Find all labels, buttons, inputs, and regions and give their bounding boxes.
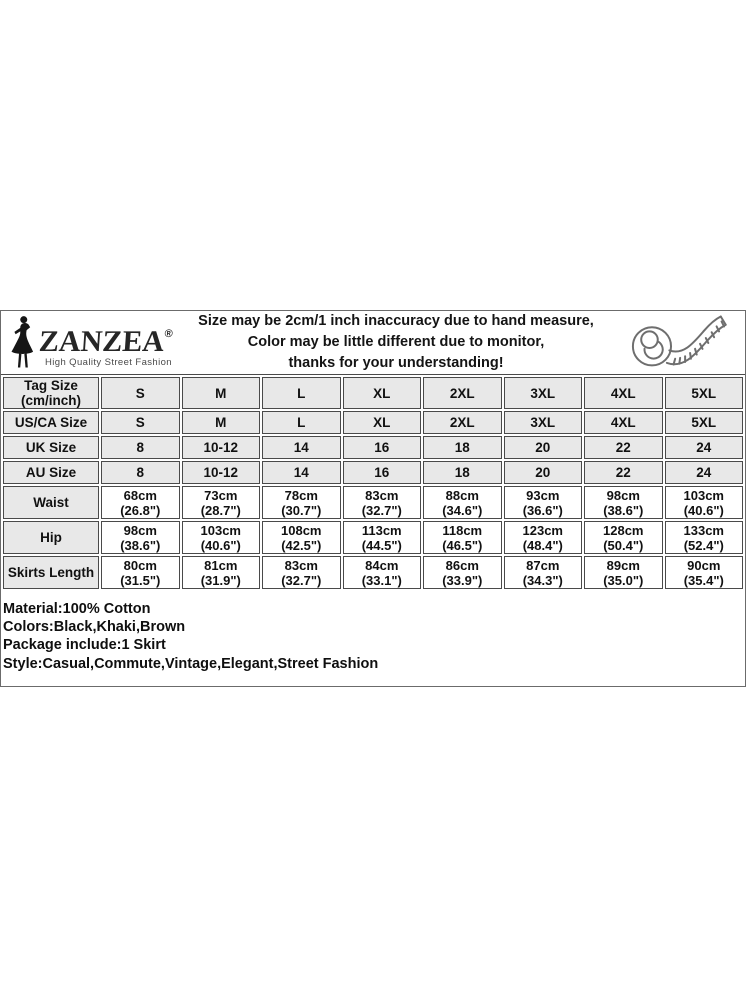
row-label: Hip [3, 521, 99, 554]
size-cell [665, 556, 744, 589]
size-cell-inch: (30.7") [281, 502, 322, 518]
size-cell [584, 556, 663, 589]
size-cell-inch: (31.9") [200, 572, 241, 588]
size-cell [504, 556, 583, 589]
size-cell-cm: 83cm [365, 487, 399, 503]
size-cell-cm: 118cm [442, 522, 483, 538]
size-cell-cm: 84cm [365, 557, 399, 573]
row-label-line: (cm/inch) [20, 393, 81, 408]
size-cell [262, 521, 341, 554]
size-cell: S [101, 411, 180, 434]
size-cell-inch: (48.4") [522, 537, 563, 553]
size-cell-inch: (34.3") [522, 572, 563, 588]
size-cell: 10-12 [182, 436, 261, 459]
size-cell: XL [343, 377, 422, 409]
size-cell-inch: (42.5") [281, 537, 322, 553]
size-cell: 2XL [423, 411, 502, 434]
size-cell: 24 [665, 461, 744, 484]
size-cell-inch: (36.6") [522, 502, 563, 518]
table-row [3, 556, 743, 589]
detail-package: Package include:1 Skirt [3, 637, 166, 654]
size-cell: 14 [262, 436, 341, 459]
size-cell: 22 [584, 461, 663, 484]
table-row [3, 461, 743, 484]
size-cell: 8 [101, 461, 180, 484]
size-chart-panel [0, 310, 746, 687]
size-cell [504, 486, 583, 519]
size-cell-inch: (28.7") [200, 502, 241, 518]
size-table [1, 375, 745, 591]
chart-header [1, 311, 745, 375]
size-cell [262, 486, 341, 519]
size-cell: 3XL [504, 377, 583, 409]
table-row [3, 521, 743, 554]
disclaimer-line: Size may be 2cm/1 inch inaccuracy due to hand measure, [198, 313, 594, 329]
size-cell-cm: 68cm [123, 487, 157, 503]
size-cell: 5XL [665, 377, 744, 409]
row-label: UK Size [3, 436, 99, 459]
table-row [3, 486, 743, 519]
size-cell-inch: (40.6") [683, 502, 724, 518]
size-cell-cm: 90cm [687, 557, 721, 573]
size-cell [182, 486, 261, 519]
size-cell-cm: 123cm [522, 522, 563, 538]
brand-name-text: ZANZEA [37, 325, 166, 358]
woman-silhouette-icon [7, 315, 37, 371]
size-cell-cm: 103cm [683, 487, 724, 503]
size-cell: 2XL [423, 377, 502, 409]
size-cell-cm: 81cm [204, 557, 238, 573]
size-cell [423, 556, 502, 589]
size-cell [343, 556, 422, 589]
size-cell-inch: (26.8") [120, 502, 161, 518]
brand-logo [7, 315, 179, 371]
size-cell-inch: (35.0") [603, 572, 644, 588]
size-cell-inch: (38.6") [120, 537, 161, 553]
tape-measure-icon [617, 314, 735, 372]
disclaimer-line: thanks for your understanding! [288, 355, 504, 371]
size-cell-cm: 113cm [361, 522, 402, 538]
size-cell-cm: 93cm [526, 487, 560, 503]
brand-text [39, 327, 172, 371]
size-cell: 3XL [504, 411, 583, 434]
size-cell-inch: (33.1") [361, 572, 402, 588]
brand-tagline: High Quality Street Fashion [45, 357, 172, 368]
size-cell-cm: 108cm [281, 522, 322, 538]
size-cell: 16 [343, 461, 422, 484]
size-cell: 8 [101, 436, 180, 459]
size-cell-cm: 128cm [603, 522, 644, 538]
size-cell: 18 [423, 461, 502, 484]
size-cell: 4XL [584, 411, 663, 434]
size-cell-inch: (40.6") [200, 537, 241, 553]
brand-name [38, 327, 173, 357]
size-cell [182, 556, 261, 589]
size-cell-inch: (46.5") [442, 537, 483, 553]
size-cell: 16 [343, 436, 422, 459]
size-cell [101, 486, 180, 519]
size-cell-inch: (52.4") [683, 537, 724, 553]
size-cell-inch: (32.7") [361, 502, 402, 518]
size-cell-cm: 80cm [123, 557, 157, 573]
size-cell [343, 486, 422, 519]
size-cell-cm: 78cm [284, 487, 318, 503]
size-cell: L [262, 377, 341, 409]
size-cell: 20 [504, 461, 583, 484]
size-cell: S [101, 377, 180, 409]
row-label-line: Tag Size [24, 378, 78, 393]
size-cell-cm: 103cm [200, 522, 241, 538]
size-cell-cm: 89cm [606, 557, 640, 573]
size-cell: M [182, 377, 261, 409]
product-details [1, 591, 745, 673]
row-label: Waist [3, 486, 99, 519]
size-cell: 14 [262, 461, 341, 484]
size-cell [584, 486, 663, 519]
size-cell: L [262, 411, 341, 434]
size-cell-cm: 98cm [123, 522, 157, 538]
size-cell: 22 [584, 436, 663, 459]
size-cell [101, 521, 180, 554]
size-cell: 5XL [665, 411, 744, 434]
size-cell [665, 486, 744, 519]
size-cell [665, 521, 744, 554]
measure-disclaimer [179, 311, 613, 374]
size-cell: 4XL [584, 377, 663, 409]
size-cell [262, 556, 341, 589]
detail-style: Style:Casual,Commute,Vintage,Elegant,Street Fashion [3, 655, 379, 672]
size-cell: 10-12 [182, 461, 261, 484]
size-cell: XL [343, 411, 422, 434]
size-cell-inch: (31.5") [120, 572, 161, 588]
size-cell [504, 521, 583, 554]
size-cell: 20 [504, 436, 583, 459]
size-cell-cm: 83cm [284, 557, 318, 573]
row-label: AU Size [3, 461, 99, 484]
registered-mark: ® [164, 328, 174, 340]
size-cell: 24 [665, 436, 744, 459]
size-cell-inch: (50.4") [603, 537, 644, 553]
size-cell: 18 [423, 436, 502, 459]
size-cell-cm: 88cm [445, 487, 479, 503]
row-label: US/CA Size [3, 411, 99, 434]
size-cell [182, 521, 261, 554]
size-cell-cm: 87cm [526, 557, 560, 573]
size-cell [423, 486, 502, 519]
table-row [3, 436, 743, 459]
size-cell-cm: 86cm [445, 557, 479, 573]
size-cell-cm: 133cm [683, 522, 724, 538]
size-cell-inch: (32.7") [281, 572, 322, 588]
size-cell-cm: 98cm [606, 487, 640, 503]
row-label [3, 377, 99, 409]
size-cell [101, 556, 180, 589]
detail-colors: Colors:Black,Khaki,Brown [3, 619, 186, 636]
size-cell-inch: (35.4") [683, 572, 724, 588]
table-row [3, 377, 743, 409]
row-label: Skirts Length [3, 556, 99, 589]
size-cell-cm: 73cm [204, 487, 238, 503]
size-cell-inch: (33.9") [442, 572, 483, 588]
table-row [3, 411, 743, 434]
size-cell [584, 521, 663, 554]
size-cell: M [182, 411, 261, 434]
disclaimer-line: Color may be little different due to monitor, [247, 334, 545, 350]
size-cell-inch: (44.5") [361, 537, 402, 553]
size-table-body [3, 377, 743, 589]
size-cell [343, 521, 422, 554]
detail-material: Material:100% Cotton [3, 601, 151, 617]
size-cell-inch: (38.6") [603, 502, 644, 518]
size-cell-inch: (34.6") [442, 502, 483, 518]
size-cell [423, 521, 502, 554]
